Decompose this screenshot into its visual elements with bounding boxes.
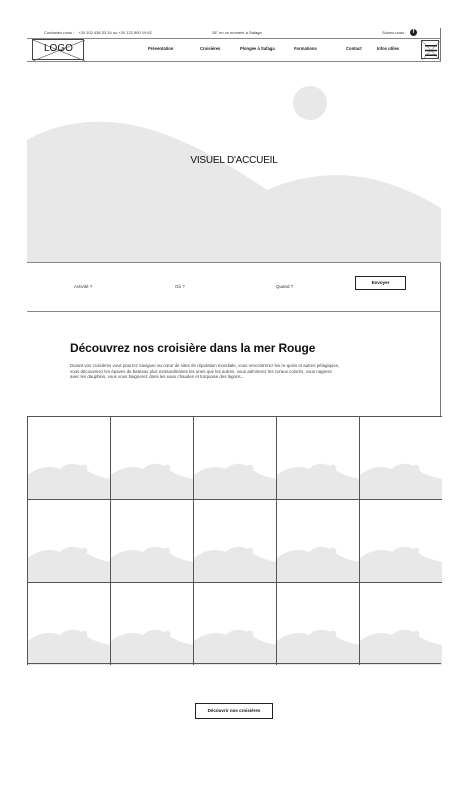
gallery-cell[interactable] <box>110 582 193 665</box>
hero-banner <box>27 62 441 262</box>
logo[interactable] <box>32 39 84 60</box>
image-placeholder-icon <box>194 500 276 582</box>
image-placeholder-icon <box>28 583 110 665</box>
hamburger-menu-icon[interactable] <box>421 40 439 59</box>
gallery-cell[interactable] <box>110 499 193 582</box>
gallery-cell[interactable] <box>193 416 276 499</box>
gallery-cell[interactable] <box>359 582 442 665</box>
gallery-cell[interactable] <box>276 499 359 582</box>
gallery-cell[interactable] <box>359 416 442 499</box>
discover-cruises-button[interactable]: Découvrir nos croisières <box>195 703 273 719</box>
nav-item-croisieres[interactable]: Croisières <box>200 46 221 51</box>
weather-info: 28° en ce moment à Safaga <box>212 30 262 35</box>
gallery-cell[interactable] <box>359 499 442 582</box>
facebook-icon[interactable]: f <box>410 29 417 36</box>
image-placeholder-icon <box>111 500 193 582</box>
image-placeholder-icon <box>194 417 276 499</box>
contact-info <box>44 30 152 35</box>
nav-item-contact[interactable]: Contact <box>346 46 362 51</box>
activity-select[interactable]: Activité ? <box>74 284 93 289</box>
phone-numbers[interactable]: +20 102 438 33 34 ou +20 122 800 19 62 <box>78 30 152 35</box>
image-placeholder-icon <box>194 583 276 665</box>
hero-title: VISUEL D'ACCUEIL <box>190 155 278 166</box>
section-description: Durant vos croisières vous pourrez naviguer au cœur de sites de réputation mondiale, vous rencontrerez les re-quins et autres pélagiques, vous découvrirez les épaves de bateaux plus extraordinaires les unes que les autres, vous admirerez les coraux colorés, vous nagerez avec les dauphins, vous vous baignerez dans les eaux chaudes et turquoise des lagons... <box>70 363 340 380</box>
image-placeholder-icon <box>28 417 110 499</box>
main-navbar <box>27 38 441 62</box>
image-placeholder-icon <box>360 500 442 582</box>
where-select[interactable]: Où ? <box>175 284 185 289</box>
image-placeholder-icon <box>111 583 193 665</box>
image-placeholder-icon <box>277 417 359 499</box>
image-placeholder-icon <box>277 583 359 665</box>
section-title: Découvrez nos croisière dans la mer Rouge <box>70 341 316 355</box>
logo-text: LOGO <box>44 43 73 54</box>
nav-item-plongee[interactable]: Plongée à Safaga <box>240 46 275 51</box>
cruise-gallery-grid <box>27 416 441 664</box>
grid-bottom-divider <box>27 663 441 664</box>
follow-label: Suivez-nous : <box>382 30 407 35</box>
gallery-cell[interactable] <box>276 416 359 499</box>
gallery-cell[interactable] <box>27 499 110 582</box>
image-placeholder-icon <box>360 583 442 665</box>
when-select[interactable]: Quand ? <box>276 284 294 289</box>
image-placeholder-icon <box>111 417 193 499</box>
image-placeholder-icon <box>277 500 359 582</box>
gallery-cell[interactable] <box>193 499 276 582</box>
contact-label: Contactez-nous : <box>44 30 75 35</box>
nav-item-infos-utiles[interactable]: Infos utiles <box>377 46 400 51</box>
gallery-cell[interactable] <box>27 582 110 665</box>
image-placeholder-icon <box>28 500 110 582</box>
nav-item-formations[interactable]: Formations <box>294 46 317 51</box>
gallery-cell[interactable] <box>110 416 193 499</box>
nav-item-presentation[interactable]: Présentation <box>148 46 174 51</box>
search-bar <box>27 262 441 312</box>
send-button[interactable]: Envoyer <box>355 276 406 290</box>
image-placeholder-icon <box>360 417 442 499</box>
top-info-bar <box>27 28 441 38</box>
gallery-cell[interactable] <box>276 582 359 665</box>
gallery-cell[interactable] <box>27 416 110 499</box>
gallery-cell[interactable] <box>193 582 276 665</box>
